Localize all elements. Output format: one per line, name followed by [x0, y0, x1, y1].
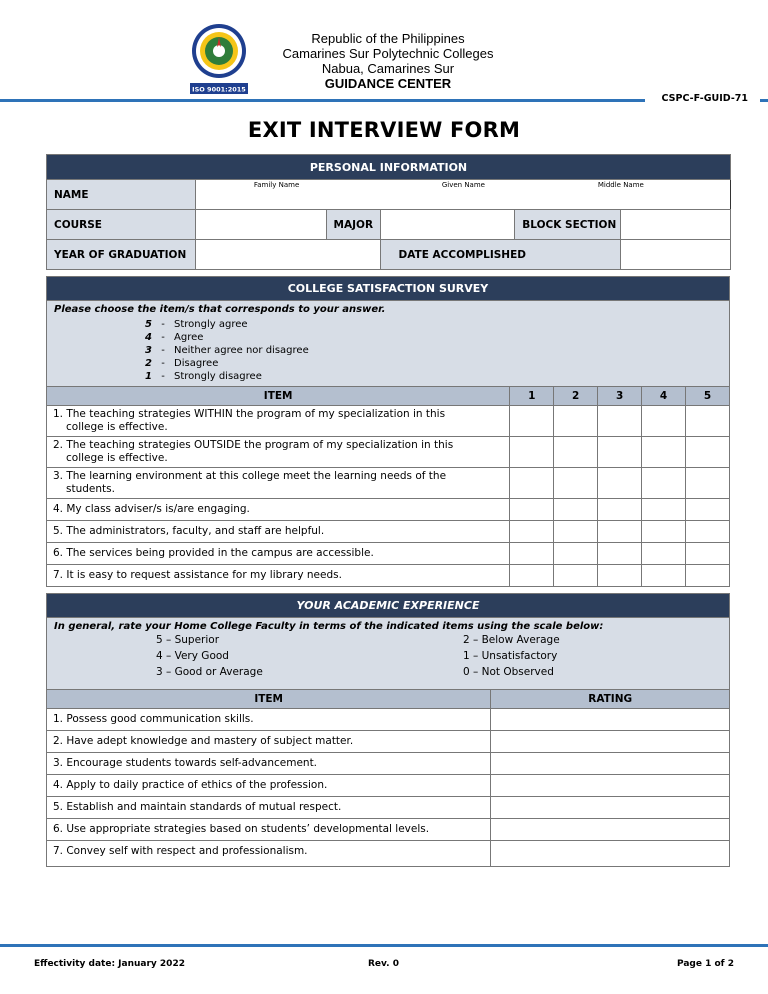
header-rule-right — [760, 99, 768, 102]
scale-row: 3 - Neither agree nor disagree — [145, 345, 309, 356]
scale-entry: 1 – Unsatisfactory — [463, 650, 558, 662]
rating-cell[interactable] — [598, 437, 642, 468]
scale-row: 5 - Strongly agree — [145, 319, 248, 330]
rating-col-3: 3 — [598, 387, 642, 406]
form-code: CSPC-F-GUID-71 — [661, 93, 748, 104]
rating-cell[interactable] — [686, 543, 730, 565]
rating-cell[interactable] — [686, 565, 730, 587]
rating-cell[interactable] — [642, 437, 686, 468]
rating-cell[interactable] — [642, 406, 686, 437]
table-row — [47, 437, 730, 468]
scale-entry: 4 – Very Good — [156, 650, 229, 662]
survey-scale — [142, 318, 722, 383]
academic-item: 1. Possess good communication skills. — [47, 709, 491, 731]
rating-cell[interactable] — [642, 543, 686, 565]
survey-item-header: ITEM — [47, 387, 510, 406]
table-row — [47, 406, 730, 437]
rating-col-1: 1 — [510, 387, 554, 406]
table-row — [47, 775, 730, 797]
rating-input-cell[interactable] — [491, 775, 730, 797]
rating-cell[interactable] — [554, 468, 598, 499]
scale-row: 1 - Strongly disagree — [145, 371, 262, 382]
table-row — [47, 543, 730, 565]
year-graduation-field[interactable] — [195, 240, 380, 270]
survey-item: 7. It is easy to request assistance for my library needs. — [47, 565, 510, 587]
page-number: Page 1 of 2 — [677, 959, 734, 969]
header-block — [262, 31, 514, 91]
academic-item: 3. Encourage students towards self-advancement. — [47, 753, 491, 775]
block-section-label: BLOCK SECTION — [515, 210, 621, 240]
survey-item: 2. The teaching strategies OUTSIDE the program of my specialization in this college is effective. — [47, 437, 510, 468]
footer-rule — [0, 944, 768, 947]
iso-label: ISO 9001:2015 — [192, 85, 246, 94]
scale-left-column — [156, 632, 263, 680]
header-line2: Camarines Sur Polytechnic Colleges — [282, 46, 494, 61]
course-field[interactable] — [195, 210, 326, 240]
rating-cell[interactable] — [598, 406, 642, 437]
rating-col-2: 2 — [554, 387, 598, 406]
survey-item: 6. The services being provided in the campus are accessible. — [47, 543, 510, 565]
academic-experience-table — [46, 593, 730, 867]
personal-info-table — [46, 154, 731, 270]
date-accomplished-label: DATE ACCOMPLISHED — [380, 240, 621, 270]
scale-entry: 2 – Below Average — [463, 634, 560, 646]
rating-cell[interactable] — [686, 406, 730, 437]
given-name-caption: Given Name — [441, 181, 485, 189]
rating-input-cell[interactable] — [491, 709, 730, 731]
survey-item: 4. My class adviser/s is/are engaging. — [47, 499, 510, 521]
rating-cell[interactable] — [554, 565, 598, 587]
table-row — [47, 753, 730, 775]
date-accomplished-field[interactable] — [621, 240, 731, 270]
rating-input-cell[interactable] — [491, 841, 730, 867]
survey-item: 1. The teaching strategies WITHIN the program of my specialization in this college is effective. — [47, 406, 510, 437]
header-rule — [0, 99, 645, 102]
rating-input-cell[interactable] — [491, 797, 730, 819]
academic-item: 6. Use appropriate strategies based on students’ developmental levels. — [47, 819, 491, 841]
name-label: NAME — [47, 180, 196, 210]
rating-cell[interactable] — [510, 406, 554, 437]
rating-cell[interactable] — [598, 521, 642, 543]
rating-cell[interactable] — [510, 437, 554, 468]
rating-cell[interactable] — [554, 406, 598, 437]
table-row — [47, 499, 730, 521]
year-graduation-label: YEAR OF GRADUATION — [47, 240, 196, 270]
rating-cell[interactable] — [598, 468, 642, 499]
scale-row: 4 - Agree — [145, 332, 204, 343]
rating-cell[interactable] — [510, 521, 554, 543]
major-label: MAJOR — [326, 210, 380, 240]
academic-item-header: ITEM — [47, 690, 491, 709]
academic-item: 4. Apply to daily practice of ethics of the profession. — [47, 775, 491, 797]
satisfaction-survey-table — [46, 276, 730, 587]
rating-cell[interactable] — [642, 521, 686, 543]
rating-cell[interactable] — [598, 565, 642, 587]
block-section-field[interactable] — [621, 210, 731, 240]
rating-col-5: 5 — [686, 387, 730, 406]
rating-cell[interactable] — [510, 565, 554, 587]
academic-instructions — [47, 618, 730, 690]
table-row — [47, 841, 730, 867]
table-row — [47, 468, 730, 499]
rating-cell[interactable] — [510, 543, 554, 565]
rating-cell[interactable] — [554, 543, 598, 565]
rating-cell[interactable] — [598, 543, 642, 565]
rating-cell[interactable] — [642, 468, 686, 499]
page-title: EXIT INTERVIEW FORM — [247, 118, 521, 142]
rating-cell[interactable] — [510, 468, 554, 499]
name-field[interactable] — [195, 180, 730, 210]
course-label: COURSE — [47, 210, 196, 240]
rating-cell[interactable] — [554, 499, 598, 521]
major-field[interactable] — [380, 210, 515, 240]
rating-cell[interactable] — [642, 499, 686, 521]
academic-item: 5. Establish and maintain standards of mutual respect. — [47, 797, 491, 819]
table-row — [47, 797, 730, 819]
rating-input-cell[interactable] — [491, 819, 730, 841]
survey-item: 3. The learning environment at this college meet the learning needs of the students. — [47, 468, 510, 499]
rating-cell[interactable] — [642, 565, 686, 587]
scale-entry: 3 – Good or Average — [156, 666, 263, 678]
rating-col-4: 4 — [642, 387, 686, 406]
rating-cell[interactable] — [554, 521, 598, 543]
rating-input-cell[interactable] — [491, 753, 730, 775]
rating-cell[interactable] — [598, 499, 642, 521]
academic-item: 7. Convey self with respect and professionalism. — [47, 841, 491, 867]
survey-instructions — [47, 301, 730, 387]
scale-right-column — [463, 632, 560, 680]
survey-item: 5. The administrators, faculty, and staff are helpful. — [47, 521, 510, 543]
academic-item: 2. Have adept knowledge and mastery of subject matter. — [47, 731, 491, 753]
academic-heading: YOUR ACADEMIC EXPERIENCE — [47, 594, 730, 618]
effectivity-date: Effectivity date: January 2022 — [34, 959, 185, 969]
rating-input-cell[interactable] — [491, 731, 730, 753]
rating-cell[interactable] — [686, 499, 730, 521]
table-row — [47, 709, 730, 731]
rating-cell[interactable] — [686, 521, 730, 543]
academic-instruction-text: In general, rate your Home College Faculty in terms of the indicated items using the scale below: — [54, 621, 604, 632]
family-name-caption: Family Name — [253, 181, 300, 189]
personal-info-heading: PERSONAL INFORMATION — [47, 155, 731, 180]
rating-cell[interactable] — [510, 499, 554, 521]
table-row — [47, 731, 730, 753]
revision: Rev. 0 — [368, 959, 399, 969]
table-row — [47, 819, 730, 841]
rating-cell[interactable] — [554, 437, 598, 468]
academic-rating-header: RATING — [491, 690, 730, 709]
table-row — [47, 565, 730, 587]
academic-scale — [54, 632, 722, 680]
rating-cell[interactable] — [686, 468, 730, 499]
header-line1: Republic of the Philippines — [311, 31, 465, 46]
office-name: GUIDANCE CENTER — [324, 76, 452, 91]
scale-row: 2 - Disagree — [145, 358, 219, 369]
table-row — [47, 521, 730, 543]
scale-entry: 5 – Superior — [156, 634, 220, 646]
middle-name-caption: Middle Name — [597, 181, 644, 189]
rating-cell[interactable] — [686, 437, 730, 468]
header-line3: Nabua, Camarines Sur — [321, 61, 455, 76]
survey-instruction-text: Please choose the item/s that corresponds to your answer. — [54, 304, 386, 315]
survey-heading: COLLEGE SATISFACTION SURVEY — [47, 277, 730, 301]
college-seal-logo — [188, 23, 250, 95]
scale-entry: 0 – Not Observed — [463, 666, 554, 678]
